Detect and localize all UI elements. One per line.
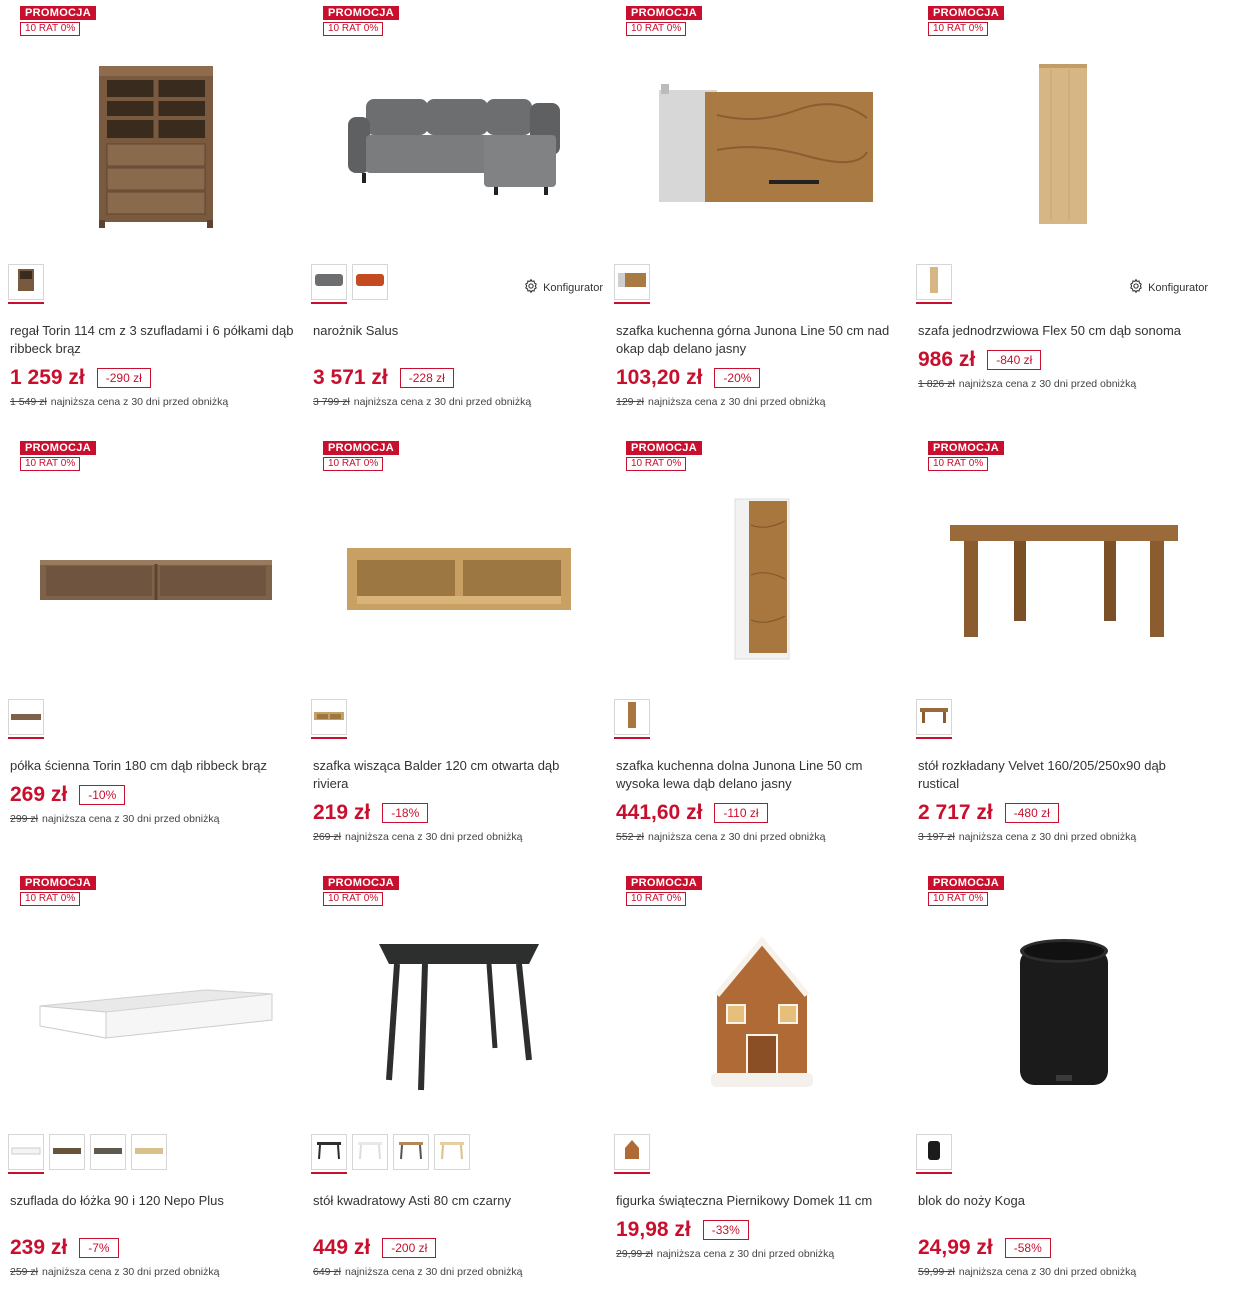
product-image[interactable] (928, 42, 1200, 252)
drawer-white-thumbnail-icon (11, 1143, 41, 1161)
promo-badges (928, 876, 1004, 906)
wall-cabinet-icon (647, 80, 877, 215)
current-price: 449 zł (313, 1236, 371, 1259)
discount-badge: -480 zł (1005, 803, 1059, 823)
color-variant-swatch[interactable] (434, 1134, 470, 1170)
lowest-price-info (918, 831, 1136, 843)
gear-icon (523, 278, 539, 297)
wall-shelf-icon (36, 550, 276, 615)
current-price: 19,98 zł (616, 1218, 691, 1241)
old-price: 299 zł (10, 813, 39, 825)
configurator-label: Konfigurator (543, 281, 603, 294)
corner-sofa-icon (344, 95, 574, 200)
installments-badge: 10 RAT 0% (323, 22, 383, 36)
bookcase-icon (91, 60, 221, 235)
color-variants (916, 264, 952, 300)
lowest-price-info (313, 396, 531, 408)
product-card[interactable] (606, 0, 908, 435)
color-variants (311, 699, 347, 735)
promo-badge: PROMOCJA (626, 876, 702, 890)
product-card[interactable] (303, 870, 605, 1295)
promo-badge: PROMOCJA (20, 441, 96, 455)
product-name[interactable]: szuflada do łóżka 90 i 120 Nepo Plus (10, 1193, 224, 1208)
configurator-label: Konfigurator (1148, 281, 1208, 294)
gingerbread-house-icon (707, 935, 817, 1100)
color-variant-swatch[interactable] (311, 699, 347, 735)
current-price: 2 717 zł (918, 801, 993, 824)
lowest-price-note: najniższa cena z 30 dni przed obniżką (345, 831, 523, 843)
color-variant-swatch[interactable] (614, 1134, 650, 1170)
price-row (10, 366, 151, 390)
promo-badges (626, 876, 702, 906)
discount-badge: -20% (714, 368, 760, 388)
old-price: 552 zł (616, 831, 645, 843)
square-table-icon (369, 930, 549, 1105)
product-image[interactable] (323, 477, 595, 687)
product-image[interactable] (20, 912, 292, 1122)
old-price: 3 197 zł (918, 831, 955, 843)
lowest-price-info (313, 831, 522, 843)
promo-badge: PROMOCJA (626, 441, 702, 455)
product-image[interactable] (20, 42, 292, 252)
promo-badges (928, 6, 1004, 36)
gingerbread-thumbnail-icon (624, 1139, 640, 1166)
product-name[interactable]: szafa jednodrzwiowa Flex 50 cm dąb sonoma (918, 323, 1182, 338)
discount-badge: -33% (703, 1220, 749, 1240)
installments-badge: 10 RAT 0% (928, 457, 988, 471)
installments-badge: 10 RAT 0% (20, 22, 80, 36)
product-card[interactable] (908, 870, 1210, 1295)
lowest-price-note: najniższa cena z 30 dni przed obniżką (648, 396, 826, 408)
sofa-orange-thumbnail-icon (355, 272, 385, 293)
lowest-price-info (616, 396, 825, 408)
color-variants (311, 1134, 470, 1170)
lowest-price-note: najniższa cena z 30 dni przed obniżką (345, 1266, 523, 1278)
product-image[interactable] (323, 42, 595, 252)
promo-badges (626, 6, 702, 36)
discount-badge: -7% (79, 1238, 118, 1258)
configurator-link[interactable] (523, 278, 603, 297)
current-price: 441,60 zł (616, 801, 703, 824)
price-row (10, 783, 125, 807)
old-price: 59,99 zł (918, 1266, 955, 1278)
shelf-thumbnail-icon (11, 708, 41, 726)
lowest-price-info (918, 1266, 1136, 1278)
product-card[interactable] (606, 435, 908, 870)
lowest-price-note: najniższa cena z 30 dni przed obniżką (42, 1266, 220, 1278)
old-price: 259 zł (10, 1266, 39, 1278)
installments-badge: 10 RAT 0% (626, 892, 686, 906)
price-row (616, 366, 760, 390)
installments-badge: 10 RAT 0% (928, 892, 988, 906)
product-card[interactable] (0, 0, 302, 435)
sofa-grey-thumbnail-icon (314, 272, 344, 293)
promo-badges (20, 6, 96, 36)
product-card[interactable] (303, 435, 605, 870)
installments-badge: 10 RAT 0% (323, 457, 383, 471)
promo-badges (323, 876, 399, 906)
product-image[interactable] (928, 477, 1200, 687)
current-price: 239 zł (10, 1236, 68, 1259)
price-row (313, 801, 428, 825)
gear-icon (1128, 278, 1144, 297)
color-variant-swatch[interactable] (393, 1134, 429, 1170)
product-name[interactable]: stół kwadratowy Asti 80 cm czarny (313, 1193, 511, 1208)
lowest-price-note: najniższa cena z 30 dni przed obniżką (353, 396, 532, 408)
product-card[interactable] (0, 435, 302, 870)
color-variant-swatch[interactable] (49, 1134, 85, 1170)
promo-badge: PROMOCJA (20, 6, 96, 20)
bookcase-thumbnail-icon (16, 267, 36, 298)
promo-badge: PROMOCJA (928, 6, 1004, 20)
installments-badge: 10 RAT 0% (20, 892, 80, 906)
table-thumbnail-icon (919, 706, 949, 729)
promo-badge: PROMOCJA (323, 6, 399, 20)
color-variants (8, 699, 44, 735)
product-name[interactable]: blok do noży Koga (918, 1193, 1025, 1208)
discount-badge: -228 zł (400, 368, 454, 388)
lowest-price-note: najniższa cena z 30 dni przed obniżką (50, 396, 229, 408)
table-white-thumbnail-icon (357, 1140, 383, 1165)
product-name[interactable]: szafka kuchenna dolna Junona Line 50 cm wysoka lewa dąb delano jasny (616, 758, 863, 791)
lowest-price-note: najniższa cena z 30 dni przed obniżką (42, 813, 220, 825)
product-card[interactable] (908, 0, 1210, 435)
color-variant-swatch[interactable] (90, 1134, 126, 1170)
color-variant-swatch[interactable] (311, 1134, 347, 1170)
promo-badge: PROMOCJA (323, 441, 399, 455)
discount-badge: -10% (79, 785, 125, 805)
discount-badge: -110 zł (714, 803, 767, 823)
current-price: 24,99 zł (918, 1236, 993, 1259)
old-price: 1 826 zł (918, 378, 955, 390)
configurator-link[interactable] (1128, 278, 1208, 297)
color-variant-swatch[interactable] (311, 264, 347, 300)
discount-badge: -840 zł (987, 350, 1041, 370)
discount-badge: -58% (1005, 1238, 1051, 1258)
lowest-price-info (616, 1248, 834, 1260)
promo-badge: PROMOCJA (626, 6, 702, 20)
table-light-thumbnail-icon (439, 1140, 465, 1165)
product-name[interactable]: figurka świąteczna Piernikowy Domek 11 cm (616, 1193, 873, 1208)
color-variants (614, 1134, 650, 1170)
lowest-price-info (10, 396, 228, 408)
product-image[interactable] (928, 912, 1200, 1122)
wardrobe-thumbnail-icon (929, 266, 939, 299)
current-price: 269 zł (10, 783, 68, 806)
color-variants (8, 1134, 167, 1170)
promo-badge: PROMOCJA (323, 876, 399, 890)
promo-badges (928, 441, 1004, 471)
tall-kitchen-cabinet-icon (727, 495, 797, 670)
price-row (918, 801, 1059, 825)
price-row (616, 801, 768, 825)
drawer-dark-oak-thumbnail-icon (52, 1143, 82, 1161)
lowest-price-info (918, 378, 1136, 390)
bed-drawer-icon (36, 980, 276, 1055)
product-name[interactable]: szafka kuchenna górna Junona Line 50 cm nad okap dąb delano jasny (616, 323, 890, 356)
drawer-light-oak-thumbnail-icon (134, 1143, 164, 1161)
promo-badge: PROMOCJA (928, 441, 1004, 455)
product-name[interactable]: półka ścienna Torin 180 cm dąb ribbeck brąz (10, 758, 268, 773)
lowest-price-note: najniższa cena z 30 dni przed obniżką (958, 831, 1137, 843)
promo-badges (20, 441, 96, 471)
color-variant-swatch[interactable] (916, 1134, 952, 1170)
product-name[interactable]: regał Torin 114 cm z 3 szufladami i 6 półkami dąb ribbeck brąz (10, 323, 294, 356)
price-row (313, 366, 454, 390)
lowest-price-info (616, 831, 825, 843)
lowest-price-note: najniższa cena z 30 dni przed obniżką (648, 831, 826, 843)
color-variant-swatch[interactable] (8, 1134, 44, 1170)
installments-badge: 10 RAT 0% (626, 457, 686, 471)
table-oak-thumbnail-icon (398, 1140, 424, 1165)
product-image[interactable] (626, 42, 898, 252)
knife-block-thumbnail-icon (927, 1139, 941, 1166)
old-price: 29,99 zł (616, 1248, 653, 1260)
installments-badge: 10 RAT 0% (20, 457, 80, 471)
promo-badge: PROMOCJA (20, 876, 96, 890)
lowest-price-info (10, 813, 219, 825)
lowest-price-note: najniższa cena z 30 dni przed obniżką (958, 1266, 1137, 1278)
promo-badge: PROMOCJA (928, 876, 1004, 890)
knife-block-icon (1014, 935, 1114, 1100)
color-variant-swatch[interactable] (8, 264, 44, 300)
price-row (918, 348, 1041, 372)
product-card[interactable] (908, 435, 1210, 870)
price-row (10, 1236, 119, 1260)
product-name[interactable]: narożnik Salus (313, 323, 399, 338)
price-row (313, 1236, 436, 1260)
hanging-cabinet-icon (339, 540, 579, 625)
color-variant-swatch[interactable] (352, 264, 388, 300)
product-card[interactable] (0, 870, 302, 1295)
table-black-thumbnail-icon (316, 1140, 342, 1165)
installments-badge: 10 RAT 0% (626, 22, 686, 36)
promo-badges (323, 441, 399, 471)
product-card[interactable] (303, 0, 605, 435)
color-variant-swatch[interactable] (916, 264, 952, 300)
old-price: 129 zł (616, 396, 645, 408)
product-name[interactable]: szafka wisząca Balder 120 cm otwarta dąb riviera (313, 758, 560, 791)
color-variants (916, 699, 952, 735)
product-image[interactable] (626, 477, 898, 687)
old-price: 269 zł (313, 831, 342, 843)
discount-badge: -290 zł (97, 368, 151, 388)
color-variants (614, 264, 650, 300)
price-row (616, 1218, 749, 1242)
installments-badge: 10 RAT 0% (323, 892, 383, 906)
tall-cabinet-thumbnail-icon (627, 701, 637, 734)
color-variant-swatch[interactable] (916, 699, 952, 735)
lowest-price-info (10, 1266, 219, 1278)
color-variants (916, 1134, 952, 1170)
drawer-grey-oak-thumbnail-icon (93, 1143, 123, 1161)
installments-badge: 10 RAT 0% (928, 22, 988, 36)
color-variants (614, 699, 650, 735)
discount-badge: -200 zł (382, 1238, 436, 1258)
lowest-price-info (313, 1266, 522, 1278)
old-price: 1 549 zł (10, 396, 47, 408)
promo-badges (20, 876, 96, 906)
current-price: 3 571 zł (313, 366, 388, 389)
product-image[interactable] (626, 912, 898, 1122)
old-price: 649 zł (313, 1266, 342, 1278)
dining-table-icon (944, 515, 1184, 650)
color-variant-swatch[interactable] (131, 1134, 167, 1170)
hanging-cabinet-thumbnail-icon (314, 708, 344, 726)
color-variants (311, 264, 388, 300)
old-price: 3 799 zł (313, 396, 350, 408)
product-image[interactable] (323, 912, 595, 1122)
wall-cabinet-thumbnail-icon (617, 271, 647, 294)
product-name[interactable]: stół rozkładany Velvet 160/205/250x90 dąb rustical (918, 758, 1166, 791)
color-variant-swatch[interactable] (352, 1134, 388, 1170)
product-card[interactable] (606, 870, 908, 1295)
product-image[interactable] (20, 477, 292, 687)
price-row (918, 1236, 1051, 1260)
promo-badges (323, 6, 399, 36)
current-price: 219 zł (313, 801, 371, 824)
color-variants (8, 264, 44, 300)
color-variant-swatch[interactable] (614, 264, 650, 300)
tall-wardrobe-icon (1029, 60, 1099, 235)
current-price: 986 zł (918, 348, 976, 371)
color-variant-swatch[interactable] (8, 699, 44, 735)
current-price: 1 259 zł (10, 366, 85, 389)
lowest-price-note: najniższa cena z 30 dni przed obniżką (656, 1248, 835, 1260)
lowest-price-note: najniższa cena z 30 dni przed obniżką (958, 378, 1137, 390)
discount-badge: -18% (382, 803, 428, 823)
promo-badges (626, 441, 702, 471)
current-price: 103,20 zł (616, 366, 703, 389)
color-variant-swatch[interactable] (614, 699, 650, 735)
